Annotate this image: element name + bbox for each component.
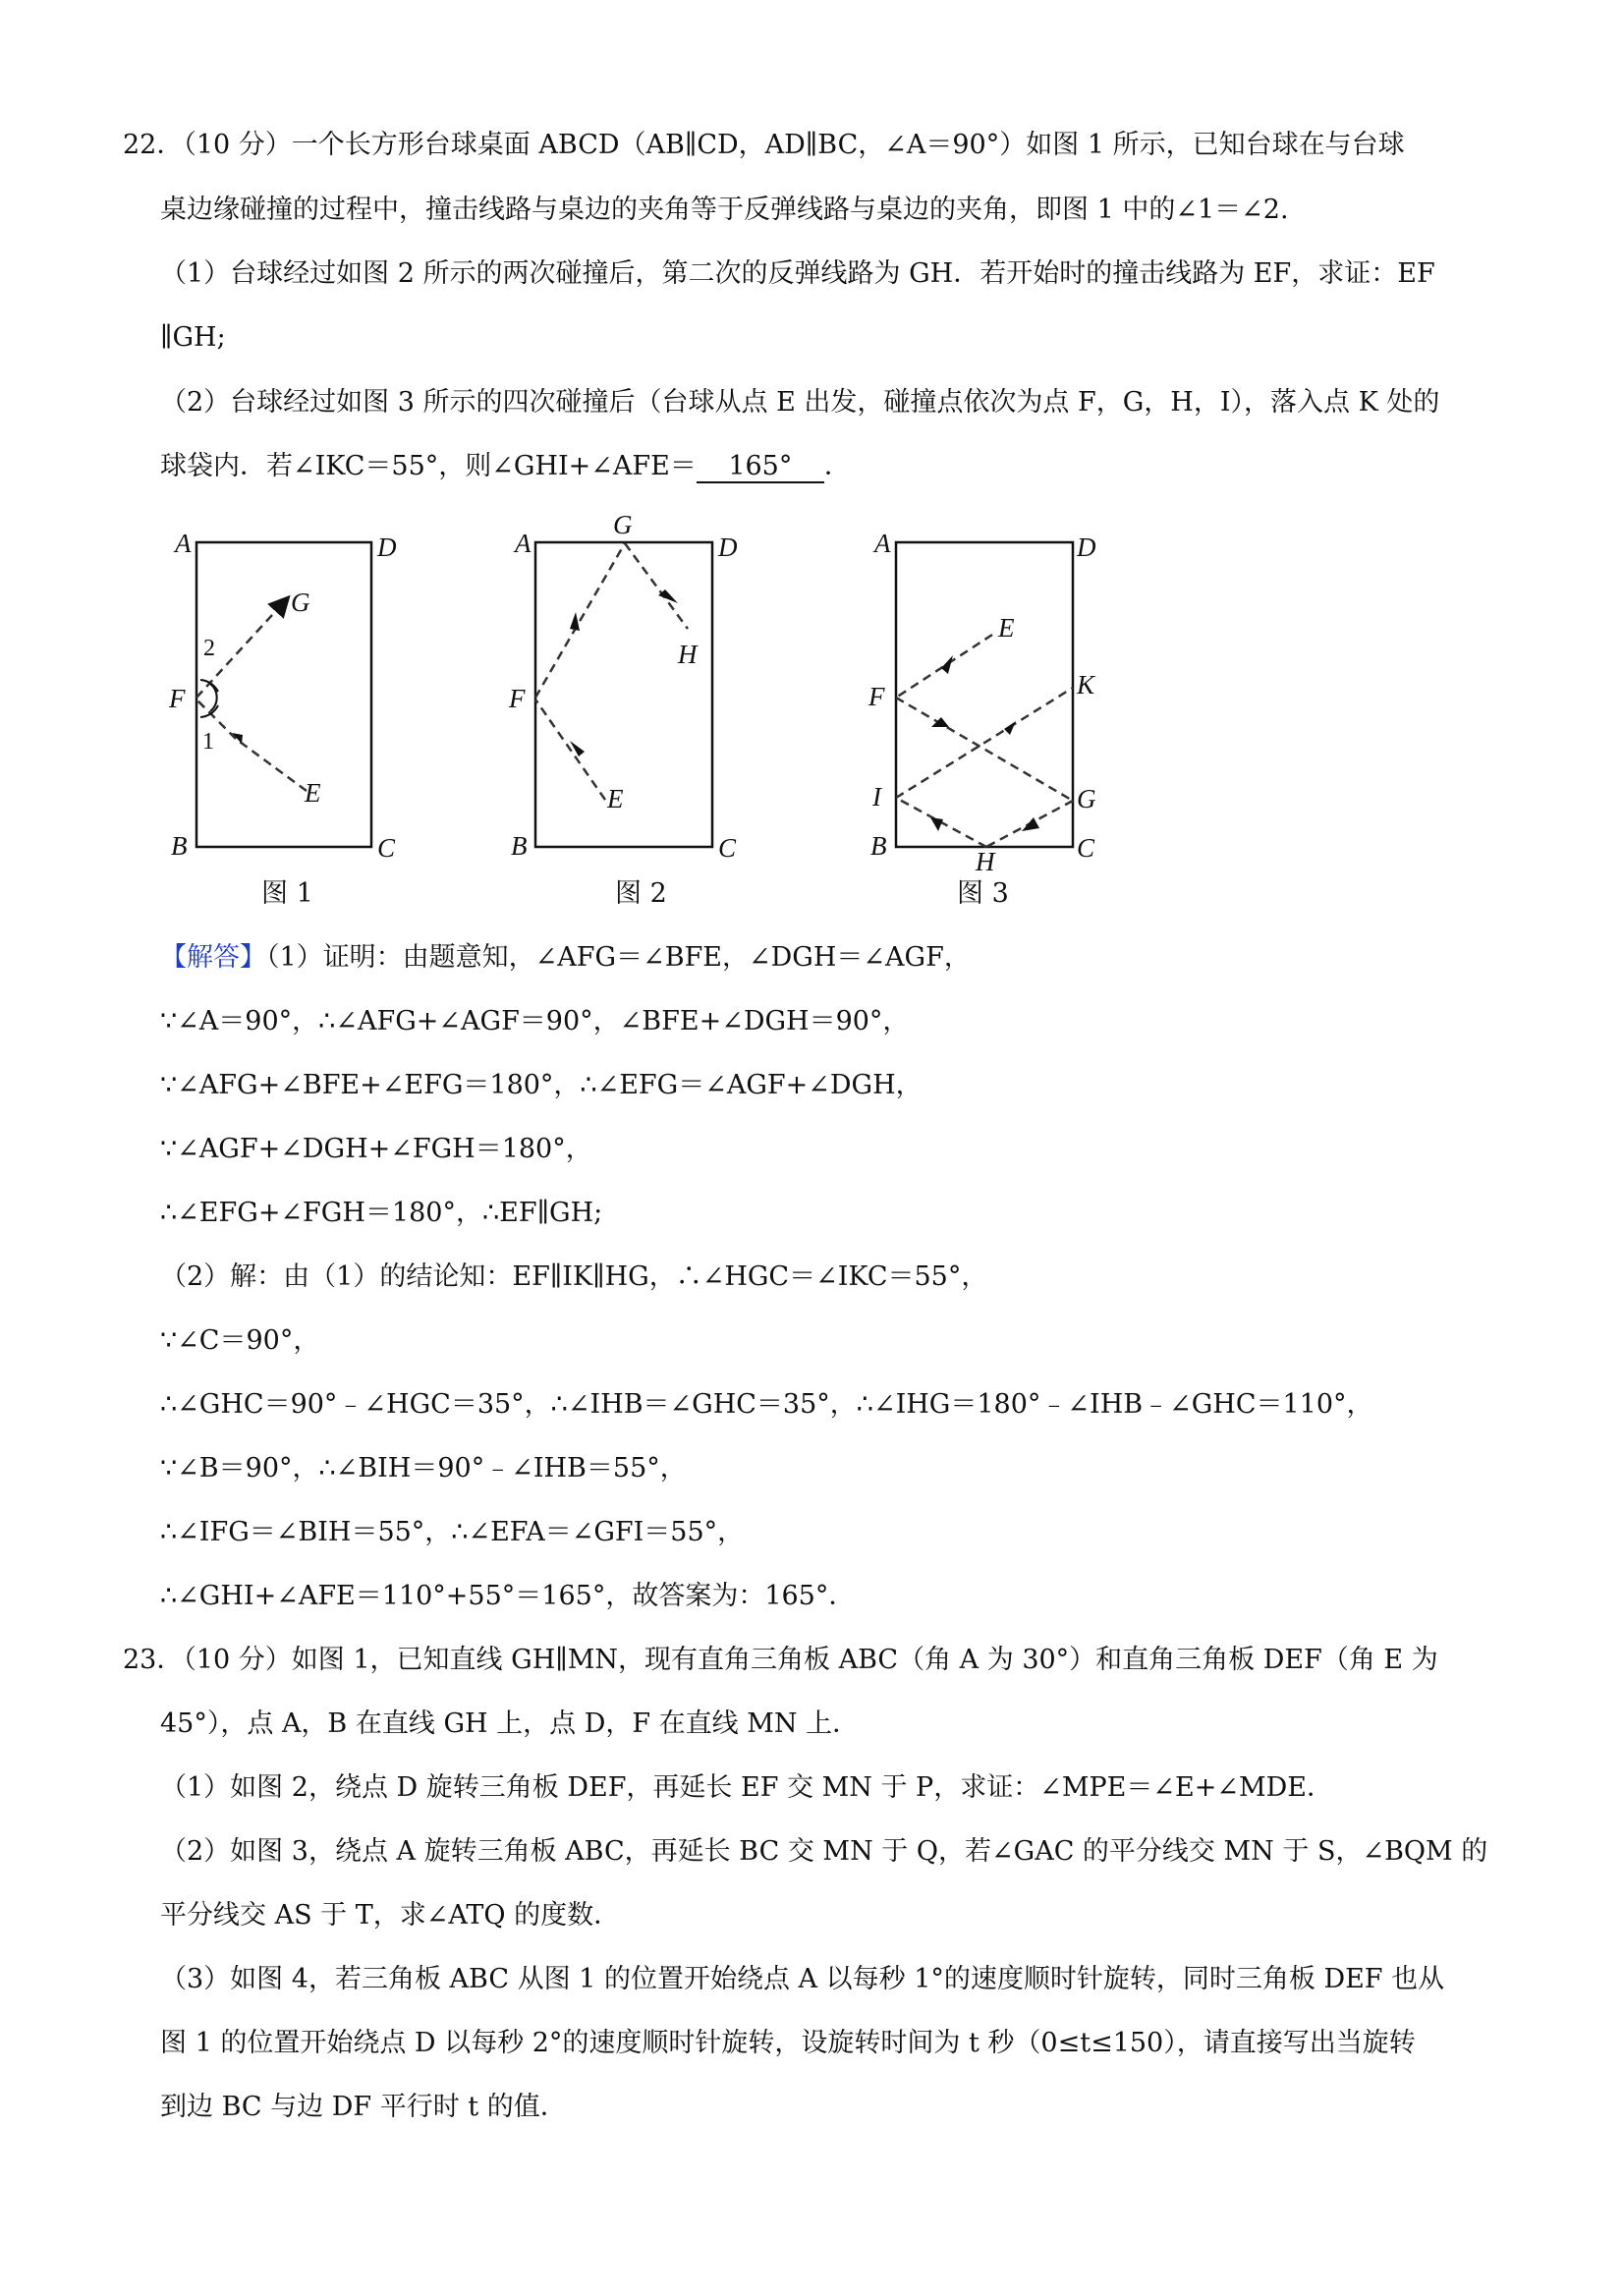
figure-3 xyxy=(867,529,1096,909)
solution-line8: ∴∠GHC＝90°﹣∠HGC＝35°，∴∠IHB＝∠GHC＝35°，∴∠IHG＝180°﹣∠IHB﹣∠GHC＝110°， xyxy=(160,1389,1373,1420)
solution-line11: ∴∠GHI+∠AFE＝110°+55°＝165°，故答案为：165°． xyxy=(160,1581,856,1611)
figure-2 xyxy=(508,510,738,909)
fig3-label-c: C xyxy=(1077,833,1095,863)
fig3-label-d: D xyxy=(1077,532,1096,562)
solution-line1 xyxy=(160,938,971,978)
solution-line7: ∵∠C＝90°， xyxy=(160,1325,320,1356)
fig3-path-fg xyxy=(896,698,1073,801)
q22-part1-line1: （1）台球经过如图 2 所示的两次碰撞后，第二次的反弹线路为 GH．若开始时的撞击线路为 EF，求证：EF xyxy=(160,258,1435,289)
q22-stem-line2: 桌边缘碰撞的过程中，撞击线路与桌边的夹角等于反弹线路与桌边的夹角，即图 1 中的∠1＝∠2. xyxy=(160,195,1289,225)
fig2-label-g: G xyxy=(613,510,633,539)
fig2-path-ef xyxy=(535,700,605,800)
solution-line4: ∵∠AGF+∠DGH+∠FGH＝180°， xyxy=(160,1134,592,1164)
fig2-label-b: B xyxy=(511,831,528,861)
fig2-arrow-fg xyxy=(570,612,580,631)
q23-part3-line1: （3）如图 4，若三角板 ABC 从图 1 的位置开始绕点 A 以每秒 1°的速度顺时针旋转，同时三角板 DEF 也从 xyxy=(160,1964,1445,1994)
q23-part1: （1）如图 2，绕点 D 旋转三角板 DEF，再延长 EF 交 MN 于 P，求证：∠MPE＝∠E+∠MDE． xyxy=(160,1772,1333,1803)
fig2-label-a: A xyxy=(515,529,532,558)
fig3-arrow-ik xyxy=(1004,721,1016,735)
figure-1 xyxy=(168,529,397,909)
fig3-caption: 图 3 xyxy=(957,878,1009,909)
fig3-arrow-hi xyxy=(930,817,943,831)
q22-part2-line1: （2）台球经过如图 3 所示的四次碰撞后（台球从点 E 出发，碰撞点依次为点 F，G，H，I），落入点 K 处的 xyxy=(160,387,1440,418)
fig3-label-i: I xyxy=(872,782,881,812)
fig1-arrow-ef xyxy=(232,733,243,744)
fig3-label-g: G xyxy=(1077,784,1096,813)
fig3-label-f: F xyxy=(868,682,885,711)
solution-tag: 【解答】 xyxy=(160,942,266,973)
fig3-label-b: B xyxy=(870,831,887,861)
fig3-label-h: H xyxy=(976,847,995,876)
fig3-label-e: E xyxy=(998,613,1015,643)
solution-line3: ∵∠AFG+∠BFE+∠EFG＝180°，∴∠EFG＝∠AGF+∠DGH， xyxy=(160,1070,923,1100)
q23-part3-line2: 图 1 的位置开始绕点 D 以每秒 2°的速度顺时针旋转，设旋转时间为 t 秒（0≤t≤150），请直接写出当旋转 xyxy=(160,2028,1416,2058)
fig2-path-fg xyxy=(535,543,625,698)
fig3-label-a: A xyxy=(874,529,891,558)
q22-part2-question: 球袋内．若∠IKC＝55°，则∠GHI+∠AFE＝ xyxy=(160,451,697,481)
q22-answer-blank: 165° xyxy=(697,452,824,483)
q22-stem-line1: 22．（10 分）一个长方形台球桌面 ABCD（AB∥CD，AD∥BC，∠A＝90°）如图 1 所示，已知台球在与台球 xyxy=(123,130,1405,160)
q23-part3-line3: 到边 BC 与边 DF 平行时 t 的值． xyxy=(160,2092,567,2122)
solution-line9: ∵∠B＝90°，∴∠BIH＝90°﹣∠IHB＝55°， xyxy=(160,1453,687,1484)
solution-line5: ∴∠EFG+∠FGH＝180°，∴EF∥GH; xyxy=(160,1198,603,1228)
fig1-path-ef xyxy=(236,739,307,791)
fig1-label-d: D xyxy=(377,532,397,562)
solution-line2: ∵∠A＝90°，∴∠AFG+∠AGF＝90°，∠BFE+∠DGH＝90°， xyxy=(160,1006,910,1036)
fig2-caption: 图 2 xyxy=(615,878,667,909)
fig1-label-angle1: 1 xyxy=(202,729,214,755)
fig1-label-f: F xyxy=(169,684,186,713)
fig1-label-e: E xyxy=(305,778,321,808)
fig2-arrow-ef xyxy=(570,741,585,756)
fig3-path-ik xyxy=(896,688,1073,798)
fig1-label-g: G xyxy=(291,588,310,617)
fig2-label-d: D xyxy=(718,532,738,562)
solution-text-1: （1）证明：由题意知，∠AFG＝∠BFE，∠DGH＝∠AGF， xyxy=(266,942,971,973)
q23-stem-line1: 23．（10 分）如图 1，已知直线 GH∥MN，现有直角三角板 ABC（角 A 为 30°）和直角三角板 DEF（角 E 为 xyxy=(123,1645,1438,1675)
fig3-arrow-ef xyxy=(941,655,953,674)
fig1-table-rect xyxy=(196,542,371,847)
fig2-label-e: E xyxy=(607,784,624,813)
fig3-arrow-fg xyxy=(931,717,949,727)
fig1-label-c: C xyxy=(377,833,396,863)
q23-part2-line2: 平分线交 AS 于 T，求∠ATQ 的度数． xyxy=(160,1900,621,1931)
fig3-label-k: K xyxy=(1077,670,1095,700)
solution-line6: （2）解：由（1）的结论知：EF∥IK∥HG，∴∠HGC＝∠IKC＝55°， xyxy=(160,1261,988,1292)
q23-part2-line1: （2）如图 3，绕点 A 旋转三角板 ABC，再延长 BC 交 MN 于 Q，若∠GAC 的平分线交 MN 于 S，∠BQM 的 xyxy=(160,1836,1488,1867)
fig2-label-h: H xyxy=(678,640,698,669)
fig1-label-angle2: 2 xyxy=(203,636,215,661)
q23-stem-line2: 45°），点 A，B 在直线 GH 上，点 D，F 在直线 MN 上． xyxy=(160,1708,860,1739)
fig2-path-gh xyxy=(625,543,688,629)
fig3-table-rect xyxy=(896,542,1073,847)
fig2-label-f: F xyxy=(509,684,526,713)
q22-part2-period: ． xyxy=(823,451,851,481)
fig1-label-a: A xyxy=(175,529,192,558)
fig3-arrow-gh xyxy=(1022,817,1039,831)
solution-line10: ∴∠IFG＝∠BIH＝55°，∴∠EFA＝∠GFI＝55°， xyxy=(160,1517,745,1547)
fig2-table-rect xyxy=(535,542,712,847)
q22-part1-line2: ∥GH; xyxy=(160,322,226,353)
fig1-caption: 图 1 xyxy=(261,878,313,909)
fig1-label-b: B xyxy=(171,831,188,861)
fig2-label-c: C xyxy=(718,833,737,863)
